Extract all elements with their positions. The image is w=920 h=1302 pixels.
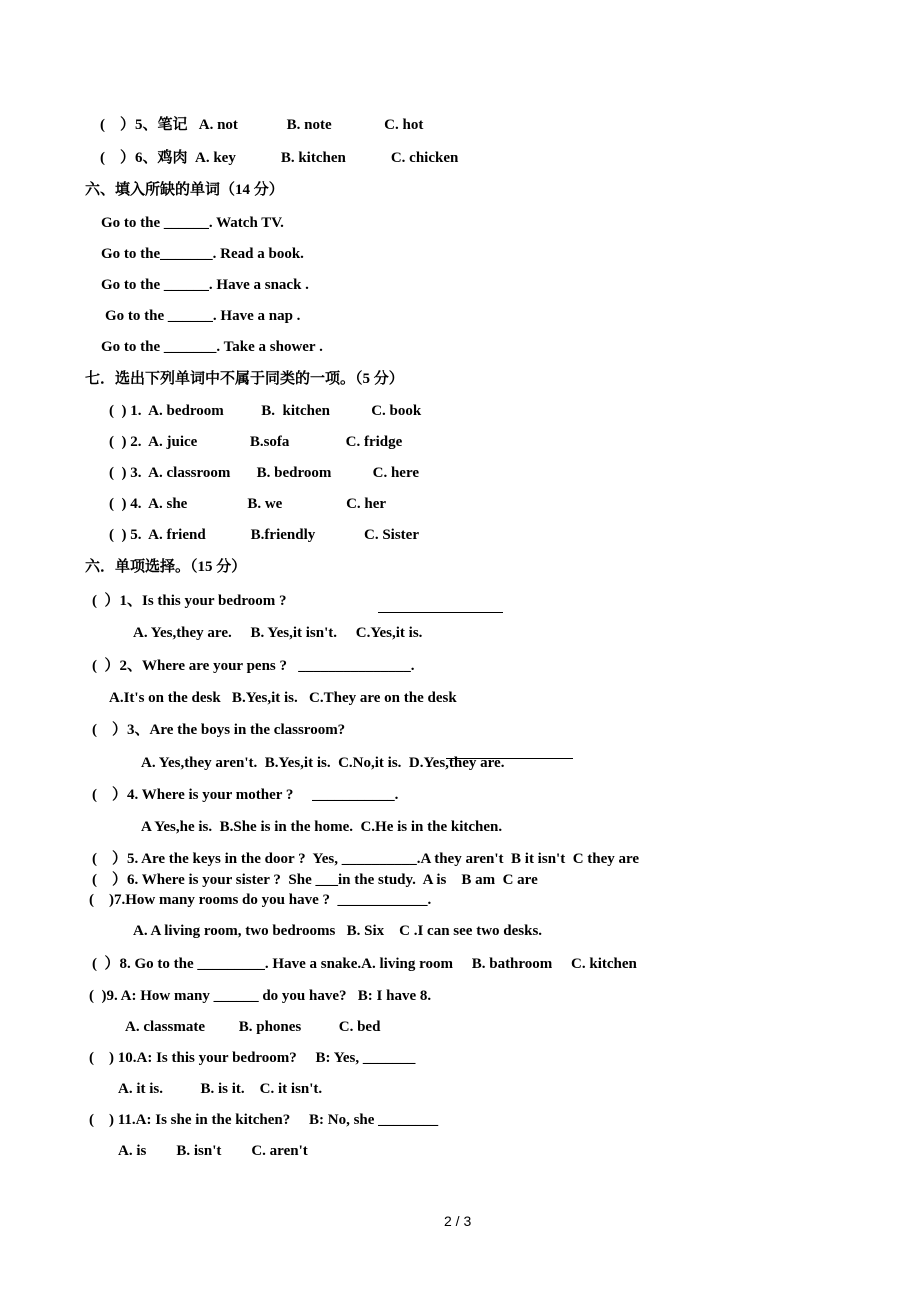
line-fill-5: Go to the _______. Take a shower .	[101, 339, 323, 355]
line-mc-7-options: A. A living room, two bedrooms B. Six C .I can see two desks.	[133, 923, 543, 939]
line-fill-1: Go to the ______. Watch TV.	[101, 215, 284, 231]
line-mc-5: ( ）5. Are the keys in the door ? Yes, __________.A they aren't B it isn't C they are	[92, 851, 640, 867]
line-mc-2-question: ( ）2、Where are your pens ? _______________.	[92, 658, 415, 674]
line-mc-11-options: A. is B. isn't C. aren't	[118, 1143, 308, 1159]
line-odd-4: ( ) 4. A. she B. we C. her	[109, 496, 387, 512]
line-mc-7-question: ( )7.How many rooms do you have ? ____________.	[89, 892, 432, 908]
line-mc-6: ( ）6. Where is your sister ? She ___in the study. A is B am C are	[92, 872, 538, 888]
line-mc-8: ( ）8. Go to the _________. Have a snake.A. living room B. bathroom C. kitchen	[92, 956, 637, 972]
line-mc-11-question: ( ) 11.A: Is she in the kitchen? B: No, she ________	[89, 1112, 439, 1128]
line-mc-9-options: A. classmate B. phones C. bed	[125, 1019, 381, 1035]
line-mc-2-options: A.It's on the desk B.Yes,it is. C.They are on the desk	[109, 690, 457, 706]
line-mc-1-question: ( ）1、Is this your bedroom ?	[92, 593, 287, 609]
line-mc-10-options: A. it is. B. is it. C. it isn't.	[118, 1081, 323, 1097]
line-q5-notes: ( ）5、笔记 A. not B. note C. hot	[100, 117, 424, 133]
line-odd-1: ( ) 1. A. bedroom B. kitchen C. book	[109, 403, 422, 419]
line-odd-3: ( ) 3. A. classroom B. bedroom C. here	[109, 465, 419, 481]
line-odd-5: ( ) 5. A. friend B.friendly C. Sister	[109, 527, 419, 543]
answer-blank-line	[378, 612, 503, 613]
line-mc-3-options: A. Yes,they aren't. B.Yes,it is. C.No,it is. D.Yes,they are.	[141, 755, 505, 771]
line-mc-1-options: A. Yes,they are. B. Yes,it isn't. C.Yes,it is.	[133, 625, 423, 641]
section-heading-odd-one-out: 七．选出下列单词中不属于同类的一项。（5 分）	[85, 371, 404, 387]
page-number: 2 / 3	[444, 1213, 472, 1229]
section-heading-multiple-choice: 六．单项选择。（15 分）	[85, 559, 247, 575]
line-fill-2: Go to the_______. Read a book.	[101, 246, 304, 262]
line-fill-4: Go to the ______. Have a nap .	[105, 308, 301, 324]
line-q6-chicken: ( ）6、鸡肉 A. key B. kitchen C. chicken	[100, 150, 459, 166]
line-mc-4-options: A Yes,he is. B.She is in the home. C.He is in the kitchen.	[141, 819, 503, 835]
line-mc-10-question: ( ) 10.A: Is this your bedroom? B: Yes, _______	[89, 1050, 416, 1066]
line-mc-9-question: ( )9. A: How many ______ do you have? B: I have 8.	[89, 988, 432, 1004]
line-odd-2: ( ) 2. A. juice B.sofa C. fridge	[109, 434, 403, 450]
line-fill-3: Go to the ______. Have a snack .	[101, 277, 309, 293]
section-heading-fill-in: 六、填入所缺的单词（14 分）	[85, 182, 284, 198]
line-mc-4-question: ( ）4. Where is your mother ? ___________.	[92, 787, 399, 803]
line-mc-3-question: ( ）3、Are the boys in the classroom?	[92, 722, 346, 738]
